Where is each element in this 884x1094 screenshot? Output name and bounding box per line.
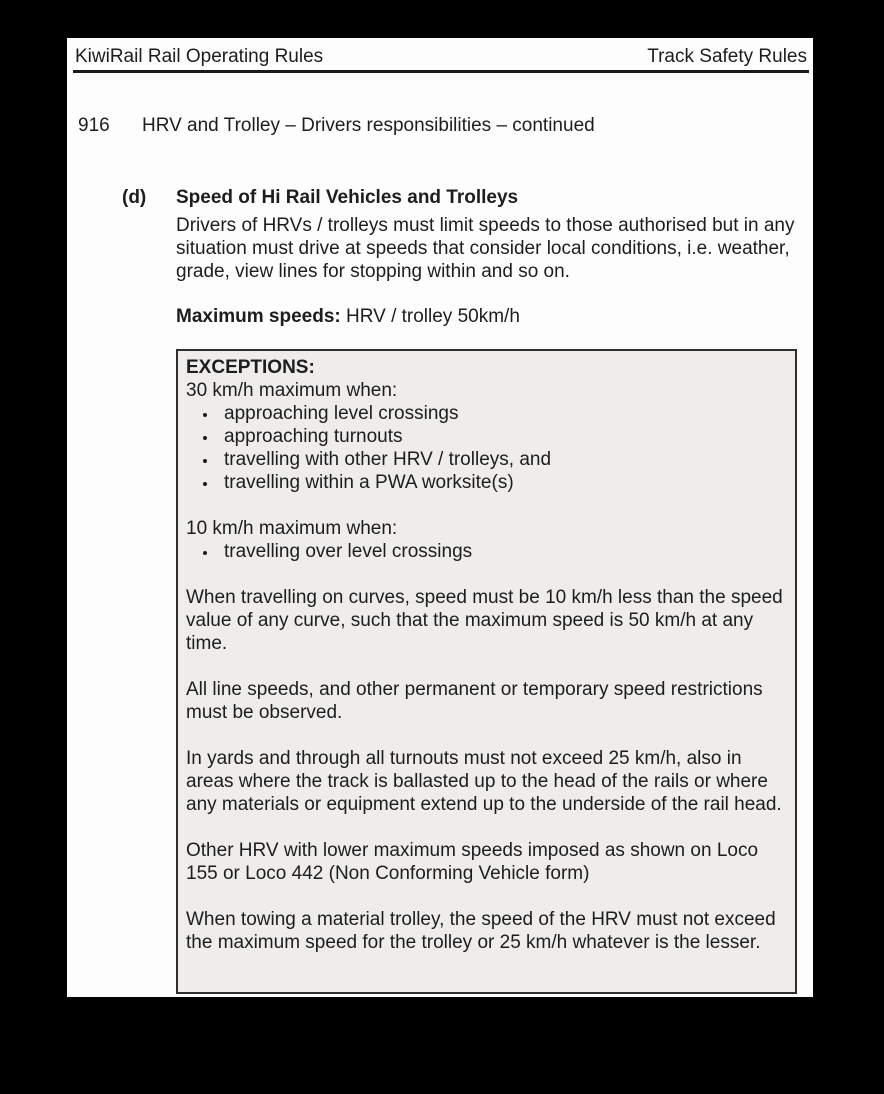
spacer [186,494,785,517]
document-page [67,38,813,997]
exceptions-box [176,349,797,994]
speed-10-bullet-list [186,540,785,563]
section-number: 916 [78,115,110,136]
intro-paragraph: Drivers of HRVs / trolleys must limit speeds to those authorised but in any situation must drive at speeds that consider local conditions, i.e. weather, grade, view lines for stopping within and so on. [176,215,795,282]
max-speeds-line [176,305,813,328]
list-item: • approaching turnouts [218,425,785,448]
speed-30-bullet-list [186,402,785,494]
exceptions-paragraph: In yards and through all turnouts must not exceed 25 km/h, also in areas where the track is ballasted up to the head of the rails or where any materials or equipment extend up to the underside of the rail head. [186,748,782,815]
document-header [73,38,809,73]
subsection-title: Speed of Hi Rail Vehicles and Trolleys [176,187,519,208]
max-speeds-label: Maximum speeds: [176,306,341,327]
section-heading [67,115,813,136]
exceptions-paragraph: Other HRV with lower maximum speeds imposed as shown on Loco 155 or Loco 442 (Non Conforming Vehicle form) [186,840,759,884]
speed-30-intro: 30 km/h maximum when: [186,380,398,401]
spacer [186,724,785,747]
exceptions-heading: EXCEPTIONS: [186,357,315,378]
list-item: • travelling with other HRV / trolleys, and [218,448,785,471]
subsection-heading [67,187,813,208]
spacer [186,816,785,839]
list-item: • travelling over level crossings [218,540,785,563]
exceptions-paragraph: When travelling on curves, speed must be 10 km/h less than the speed value of any curve, such that the maximum speed is 50 km/h at any time. [186,587,783,654]
speed-10-intro: 10 km/h maximum when: [186,518,398,539]
list-item: • travelling within a PWA worksite(s) [218,471,785,494]
header-left-title: KiwiRail Rail Operating Rules [75,46,324,67]
section-title: HRV and Trolley – Drivers responsibilities – continued [142,115,595,136]
max-speeds-value: HRV / trolley 50km/h [340,306,520,327]
subsection-label: (d) [122,187,147,208]
exceptions-paragraph: When towing a material trolley, the speed of the HRV must not exceed the maximum speed for the trolley or 25 km/h whatever is the lesser. [186,909,776,953]
header-right-title: Track Safety Rules [647,46,807,67]
exceptions-paragraph: All line speeds, and other permanent or temporary speed restrictions must be observed. [186,679,763,723]
spacer [186,563,785,586]
spacer [186,655,785,678]
spacer [186,885,785,908]
list-item: • approaching level crossings [218,402,785,425]
